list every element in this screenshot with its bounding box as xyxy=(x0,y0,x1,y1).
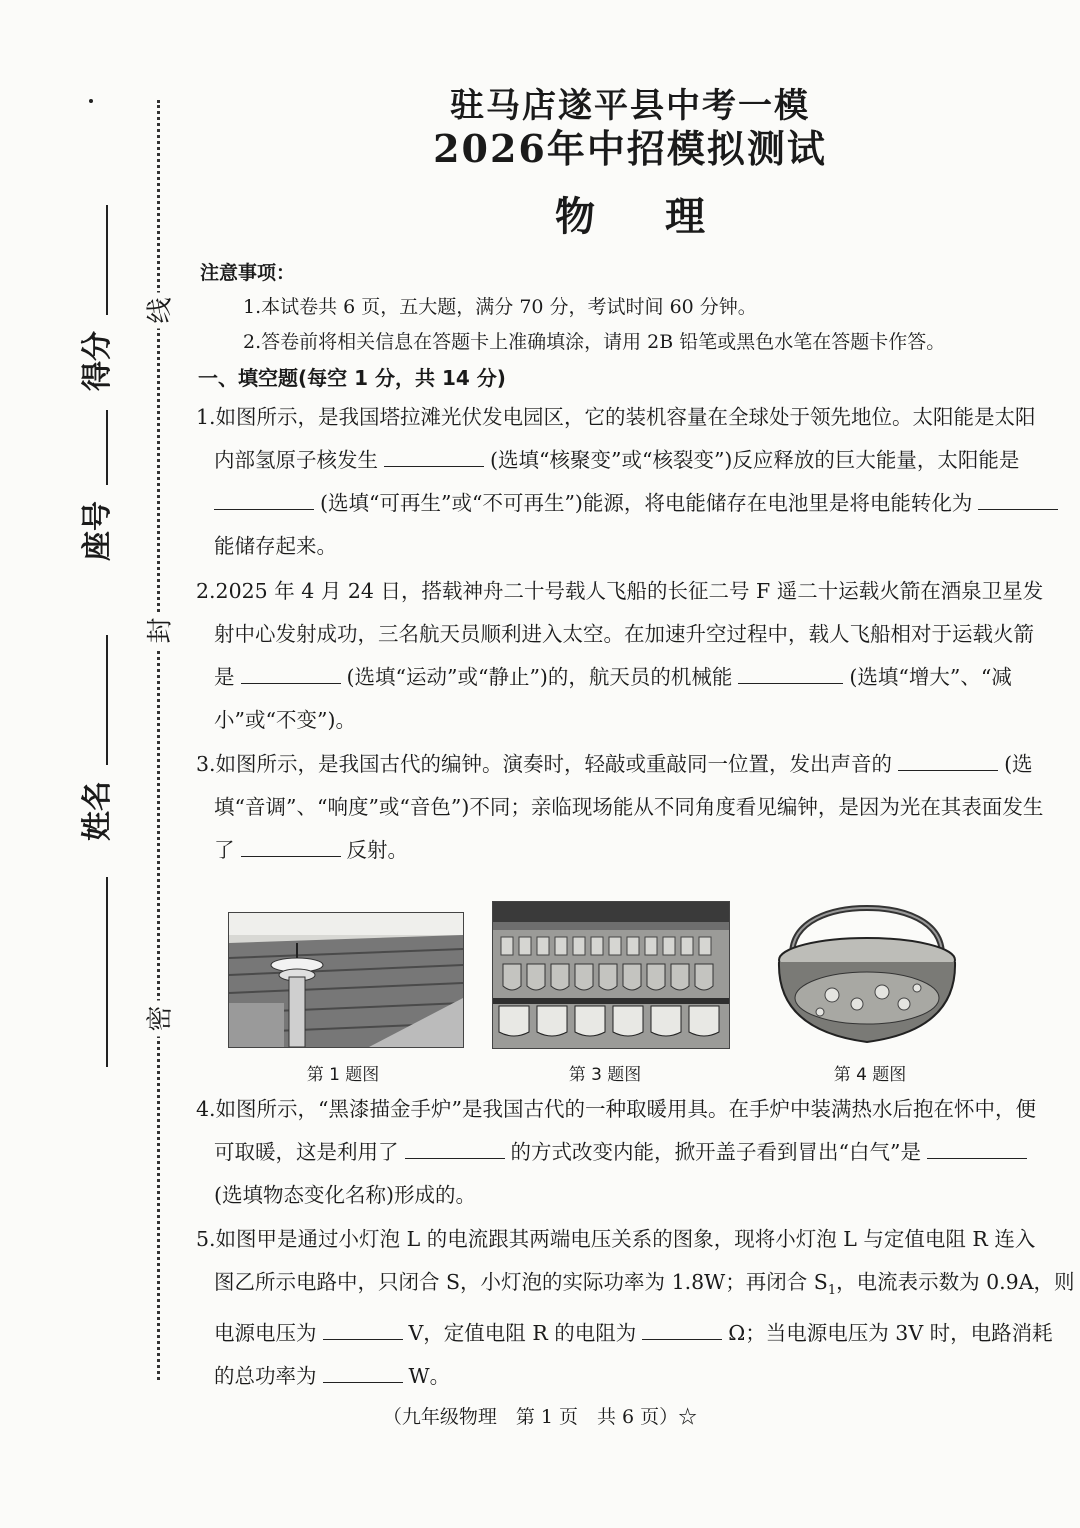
answer-blank[interactable] xyxy=(898,752,998,771)
chime-bells-image xyxy=(493,902,729,1048)
q1-line1: 1.如图所示，是我国塔拉滩光伏发电园区，它的装机容量在全球处于领先地位。太阳能是太阳 xyxy=(196,405,1036,429)
q4-line3: (选填物态变化名称)形成的。 xyxy=(214,1183,476,1207)
seat-label: 座号 xyxy=(80,501,115,561)
name-line xyxy=(106,635,108,765)
figure-1-photovoltaic xyxy=(228,912,464,1048)
question-4 xyxy=(196,1088,1058,1217)
answer-blank[interactable] xyxy=(241,838,341,857)
question-5 xyxy=(196,1218,1075,1398)
hand-warmer-image xyxy=(772,900,962,1050)
answer-blank[interactable] xyxy=(642,1321,722,1340)
note-item: 2.答卷前将相关信息在答题卡上准确填涂，请用 2B 铅笔或黑色水笔在答题卡作答。 xyxy=(243,331,946,353)
q5-line3: 电源电压为 V，定值电阻 R 的电阻为 Ω；当电源电压为 3V 时，电路消耗 xyxy=(214,1321,1053,1346)
figure-1-caption: 第 1 题图 xyxy=(306,1065,380,1085)
question-1 xyxy=(196,396,1058,568)
figure-4-hand-warmer xyxy=(772,900,962,1050)
answer-blank[interactable] xyxy=(384,448,484,467)
q3-line3: 了 反射。 xyxy=(214,838,408,862)
answer-blank[interactable] xyxy=(214,491,314,510)
seal-char-xian: 线 xyxy=(140,293,177,329)
q3-line2: 填“音调”、“响度”或“音色”)不同；亲临现场能从不同角度看见编钟，是因为光在其表面发生 xyxy=(214,795,1044,819)
q3-line1: 3.如图所示，是我国古代的编钟。演奏时，轻敲或重敲同一位置，发出声音的 (选 xyxy=(196,752,1033,776)
q5-line4: 的总功率为 W。 xyxy=(214,1364,451,1389)
score-field xyxy=(72,205,116,391)
q2-line3: 是 (选填“运动”或“静止”)的，航天员的机械能 (选填“增大”、“减 xyxy=(214,665,1012,689)
seat-field xyxy=(72,410,116,561)
q4-line1: 4.如图所示，“黑漆描金手炉”是我国古代的一种取暖用具。在手炉中装满热水后抱在怀中，便 xyxy=(196,1097,1037,1121)
figure-4-caption: 第 4 题图 xyxy=(833,1065,907,1085)
answer-blank[interactable] xyxy=(241,665,341,684)
subject-title: 物理 xyxy=(555,194,775,240)
answer-blank[interactable] xyxy=(738,665,843,684)
score-label: 得分 xyxy=(80,331,115,391)
note-item: 1.本试卷共 6 页，五大题，满分 70 分，考试时间 60 分钟。 xyxy=(243,296,757,318)
seat-line xyxy=(106,410,108,485)
q2-line1: 2.2025 年 4 月 24 日，搭载神舟二十号载人飞船的长征二号 F 遥二十运载火箭在酒泉卫星发 xyxy=(196,579,1044,603)
answer-blank[interactable] xyxy=(978,491,1058,510)
name-line-lower xyxy=(106,877,108,1067)
seal-char-feng: 封 xyxy=(140,613,177,649)
answer-blank[interactable] xyxy=(323,1364,403,1383)
name-label: 姓名 xyxy=(80,781,115,841)
q2-line4: 小”或“不变”)。 xyxy=(214,708,356,732)
figure-3-chime-bells xyxy=(492,901,730,1049)
answer-blank[interactable] xyxy=(927,1140,1027,1159)
exam-title-line2: 2026年中招模拟测试 xyxy=(433,126,827,171)
q2-line2: 射中心发射成功，三名航天员顺利进入太空。在加速升空过程中，载人飞船相对于运载火箭 xyxy=(214,622,1034,646)
answer-blank[interactable] xyxy=(405,1140,505,1159)
margin-dot xyxy=(89,99,93,103)
answer-blank[interactable] xyxy=(323,1321,403,1340)
q1-line4: 能储存起来。 xyxy=(214,534,337,558)
q1-line3: (选填“可再生”或“不可再生”)能源，将电能储存在电池里是将电能转化为 xyxy=(196,482,1058,525)
question-3 xyxy=(196,743,1058,872)
q5-line1: 5.如图甲是通过小灯泡 L 的电流跟其两端电压关系的图象，现将小灯泡 L 与定值电阻 R 连入 xyxy=(196,1227,1036,1251)
question-2 xyxy=(196,570,1058,742)
photovoltaic-field-image xyxy=(229,913,463,1047)
name-field xyxy=(72,635,116,1067)
q1-line2: 内部氢原子核发生 (选填“核聚变”或“核裂变”)反应释放的巨大能量，太阳能是 xyxy=(214,448,1020,472)
exam-title-line1: 驻马店遂平县中考一模 xyxy=(450,86,810,126)
notes-heading: 注意事项： xyxy=(200,262,296,284)
q5-line2: 图乙所示电路中，只闭合 S，小灯泡的实际功率为 1.8W；再闭合 $S_1$，电流表示数为 0.9A，则 xyxy=(214,1270,1075,1299)
score-line xyxy=(106,205,108,315)
page-footer: （九年级物理 第 1 页 共 6 页）☆ xyxy=(382,1406,698,1428)
section-title: 一、填空题(每空 1 分，共 14 分) xyxy=(198,366,506,390)
q4-line2: 可取暖，这是利用了 的方式改变内能，掀开盖子看到冒出“白气”是 xyxy=(196,1131,1058,1174)
seal-char-mi: 密 xyxy=(140,1001,177,1037)
figure-3-caption: 第 3 题图 xyxy=(568,1065,642,1085)
